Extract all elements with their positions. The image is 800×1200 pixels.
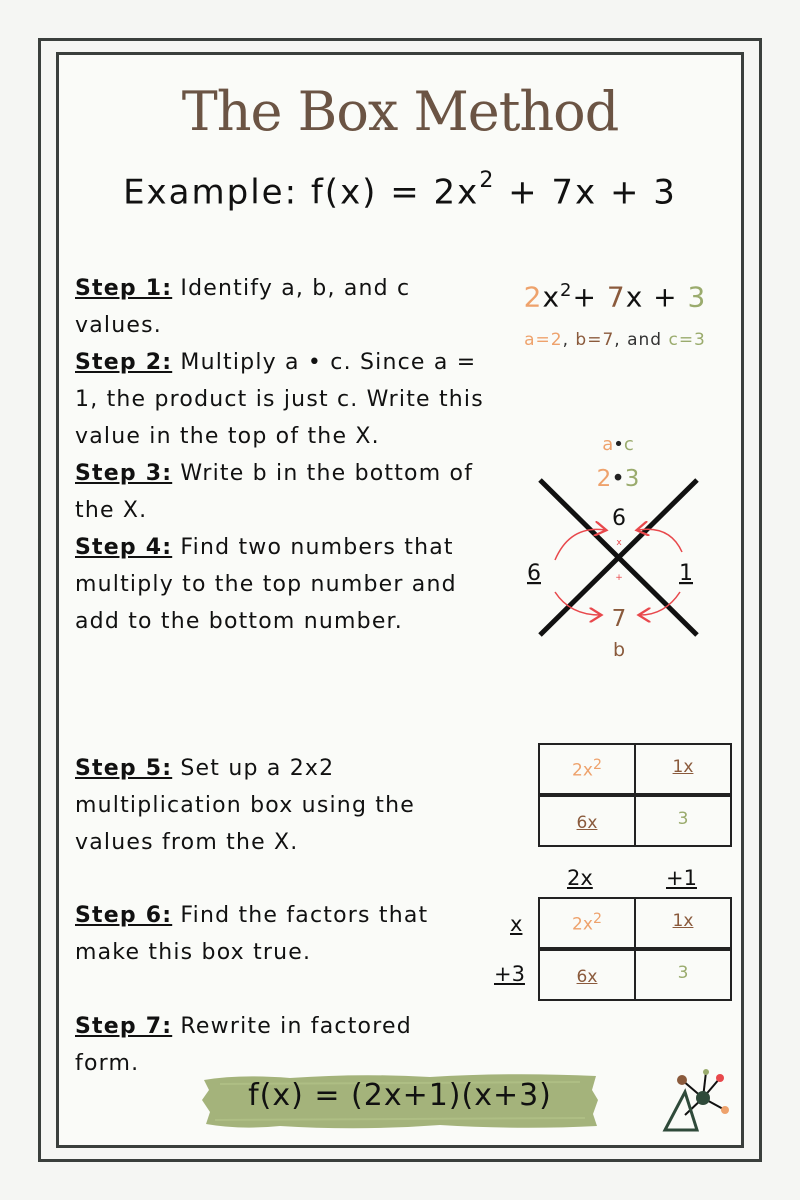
x-bottom-label: b bbox=[612, 639, 626, 661]
page-title: The Box Method bbox=[181, 80, 619, 143]
c-value: c=3 bbox=[668, 330, 706, 350]
coef-c: 3 bbox=[687, 280, 707, 314]
example-exponent: 2 bbox=[479, 168, 496, 193]
box1-cell-bl: 6x bbox=[538, 795, 636, 847]
box1-cell-tr: 1x bbox=[634, 743, 732, 795]
example-prefix: Example: f(x) = 2x bbox=[123, 172, 480, 213]
box2-cell-br: 3 bbox=[634, 949, 732, 1001]
row-header-1: x bbox=[510, 912, 523, 936]
box1-cell-br: 3 bbox=[634, 795, 732, 847]
b-value: b=7 bbox=[575, 330, 615, 350]
col-header-2: +1 bbox=[666, 866, 697, 890]
step-5-text: Set up a 2x2 multiplication box using the values from the X. bbox=[75, 756, 416, 855]
x-right-value: 1 bbox=[679, 561, 693, 586]
coef-b: 7 bbox=[606, 280, 626, 314]
step-5-label: Step 5: bbox=[75, 756, 173, 781]
x-bottom-value: 7 bbox=[611, 606, 627, 632]
box1-cell-tl: $2x^2$ bbox=[538, 743, 636, 795]
step-4-text: Find two numbers that multiply to the top number and add to the bottom number. bbox=[75, 535, 457, 634]
factored-equation: f(x) = (2x+1)(x+3) bbox=[248, 1078, 552, 1113]
step-7-text: Rewrite in factored form. bbox=[75, 1014, 412, 1076]
add-sign: + bbox=[615, 573, 623, 583]
ac-values: 2•3 bbox=[596, 466, 640, 492]
col-header-1: 2x bbox=[567, 866, 593, 890]
step-6-label: Step 6: bbox=[75, 903, 173, 928]
x-left-value: 6 bbox=[527, 561, 541, 586]
side-exponent: 2 bbox=[560, 280, 573, 301]
plus-sign-2: + bbox=[653, 280, 678, 314]
step-2-text: Multiply a • c. Since a = 1, the product is just c. Write this value in the top of the X. bbox=[75, 350, 484, 449]
plus-sign: + bbox=[572, 280, 597, 314]
step-3-text: Write b in the bottom of the X. bbox=[75, 461, 474, 523]
step-1-label: Step 1: bbox=[75, 276, 173, 301]
box2-cell-tl: $2x^2$ bbox=[538, 897, 636, 949]
example-suffix: + 7x + 3 bbox=[508, 172, 677, 213]
coef-a: 2 bbox=[523, 280, 543, 314]
step-2-label: Step 2: bbox=[75, 350, 173, 375]
step-6-text: Find the factors that make this box true. bbox=[75, 903, 429, 965]
step-4-label: Step 4: bbox=[75, 535, 173, 560]
var-x: x bbox=[625, 280, 644, 314]
row-header-2: +3 bbox=[494, 962, 525, 986]
box2-cell-bl: 6x bbox=[538, 949, 636, 1001]
abc-sep-2: , and bbox=[614, 330, 669, 350]
box2-cell-tr: 1x bbox=[634, 897, 732, 949]
step-7-label: Step 7: bbox=[75, 1014, 173, 1039]
abc-sep-1: , bbox=[562, 330, 576, 350]
step-1-text: Identify a, b, and c values. bbox=[75, 276, 411, 338]
mult-sign: x bbox=[616, 538, 622, 548]
factored-form bbox=[200, 1070, 600, 1132]
ac-label: a•c bbox=[602, 434, 634, 455]
x-top-value: 6 bbox=[612, 506, 626, 531]
step-3-label: Step 3: bbox=[75, 461, 173, 486]
var-x2: x bbox=[542, 280, 561, 314]
a-value: a=2 bbox=[524, 330, 563, 350]
